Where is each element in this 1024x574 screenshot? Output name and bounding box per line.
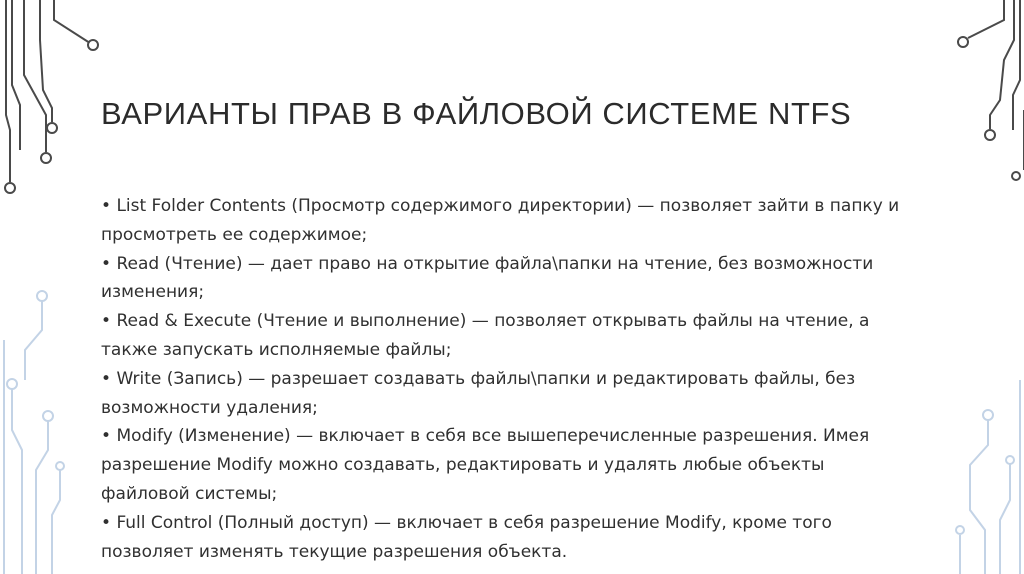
list-item: • Read (Чтение) — дает право на открытие файла\папки на чтение, без возможности изменения; <box>101 250 901 308</box>
circuit-top-right <box>958 0 1024 180</box>
bullet-list <box>101 192 901 566</box>
circuit-bottom-left <box>4 291 64 574</box>
circuit-top-left <box>5 0 98 193</box>
list-item: • Modify (Изменение) — включает в себя все вышеперечисленные разрешения. Имея разрешение Modify можно создавать, редактировать и удалять любые объекты файловой системы; <box>101 422 901 508</box>
slide-title: ВАРИАНТЫ ПРАВ В ФАЙЛОВОЙ СИСТЕМЕ NTFS <box>101 96 852 131</box>
circuit-bottom-right <box>956 380 1020 574</box>
list-item: • List Folder Contents (Просмотр содержимого директории) — позволяет зайти в папку и просмотреть ее содержимое; <box>101 192 901 250</box>
list-item: • Full Control (Полный доступ) — включает в себя разрешение Modify, кроме того позволяет изменять текущие разрешения объекта. <box>101 509 901 567</box>
list-item: • Write (Запись) — разрешает создавать файлы\папки и редактировать файлы, без возможности удаления; <box>101 365 901 423</box>
list-item: • Read & Execute (Чтение и выполнение) — позволяет открывать файлы на чтение, а также запускать исполняемые файлы; <box>101 307 901 365</box>
